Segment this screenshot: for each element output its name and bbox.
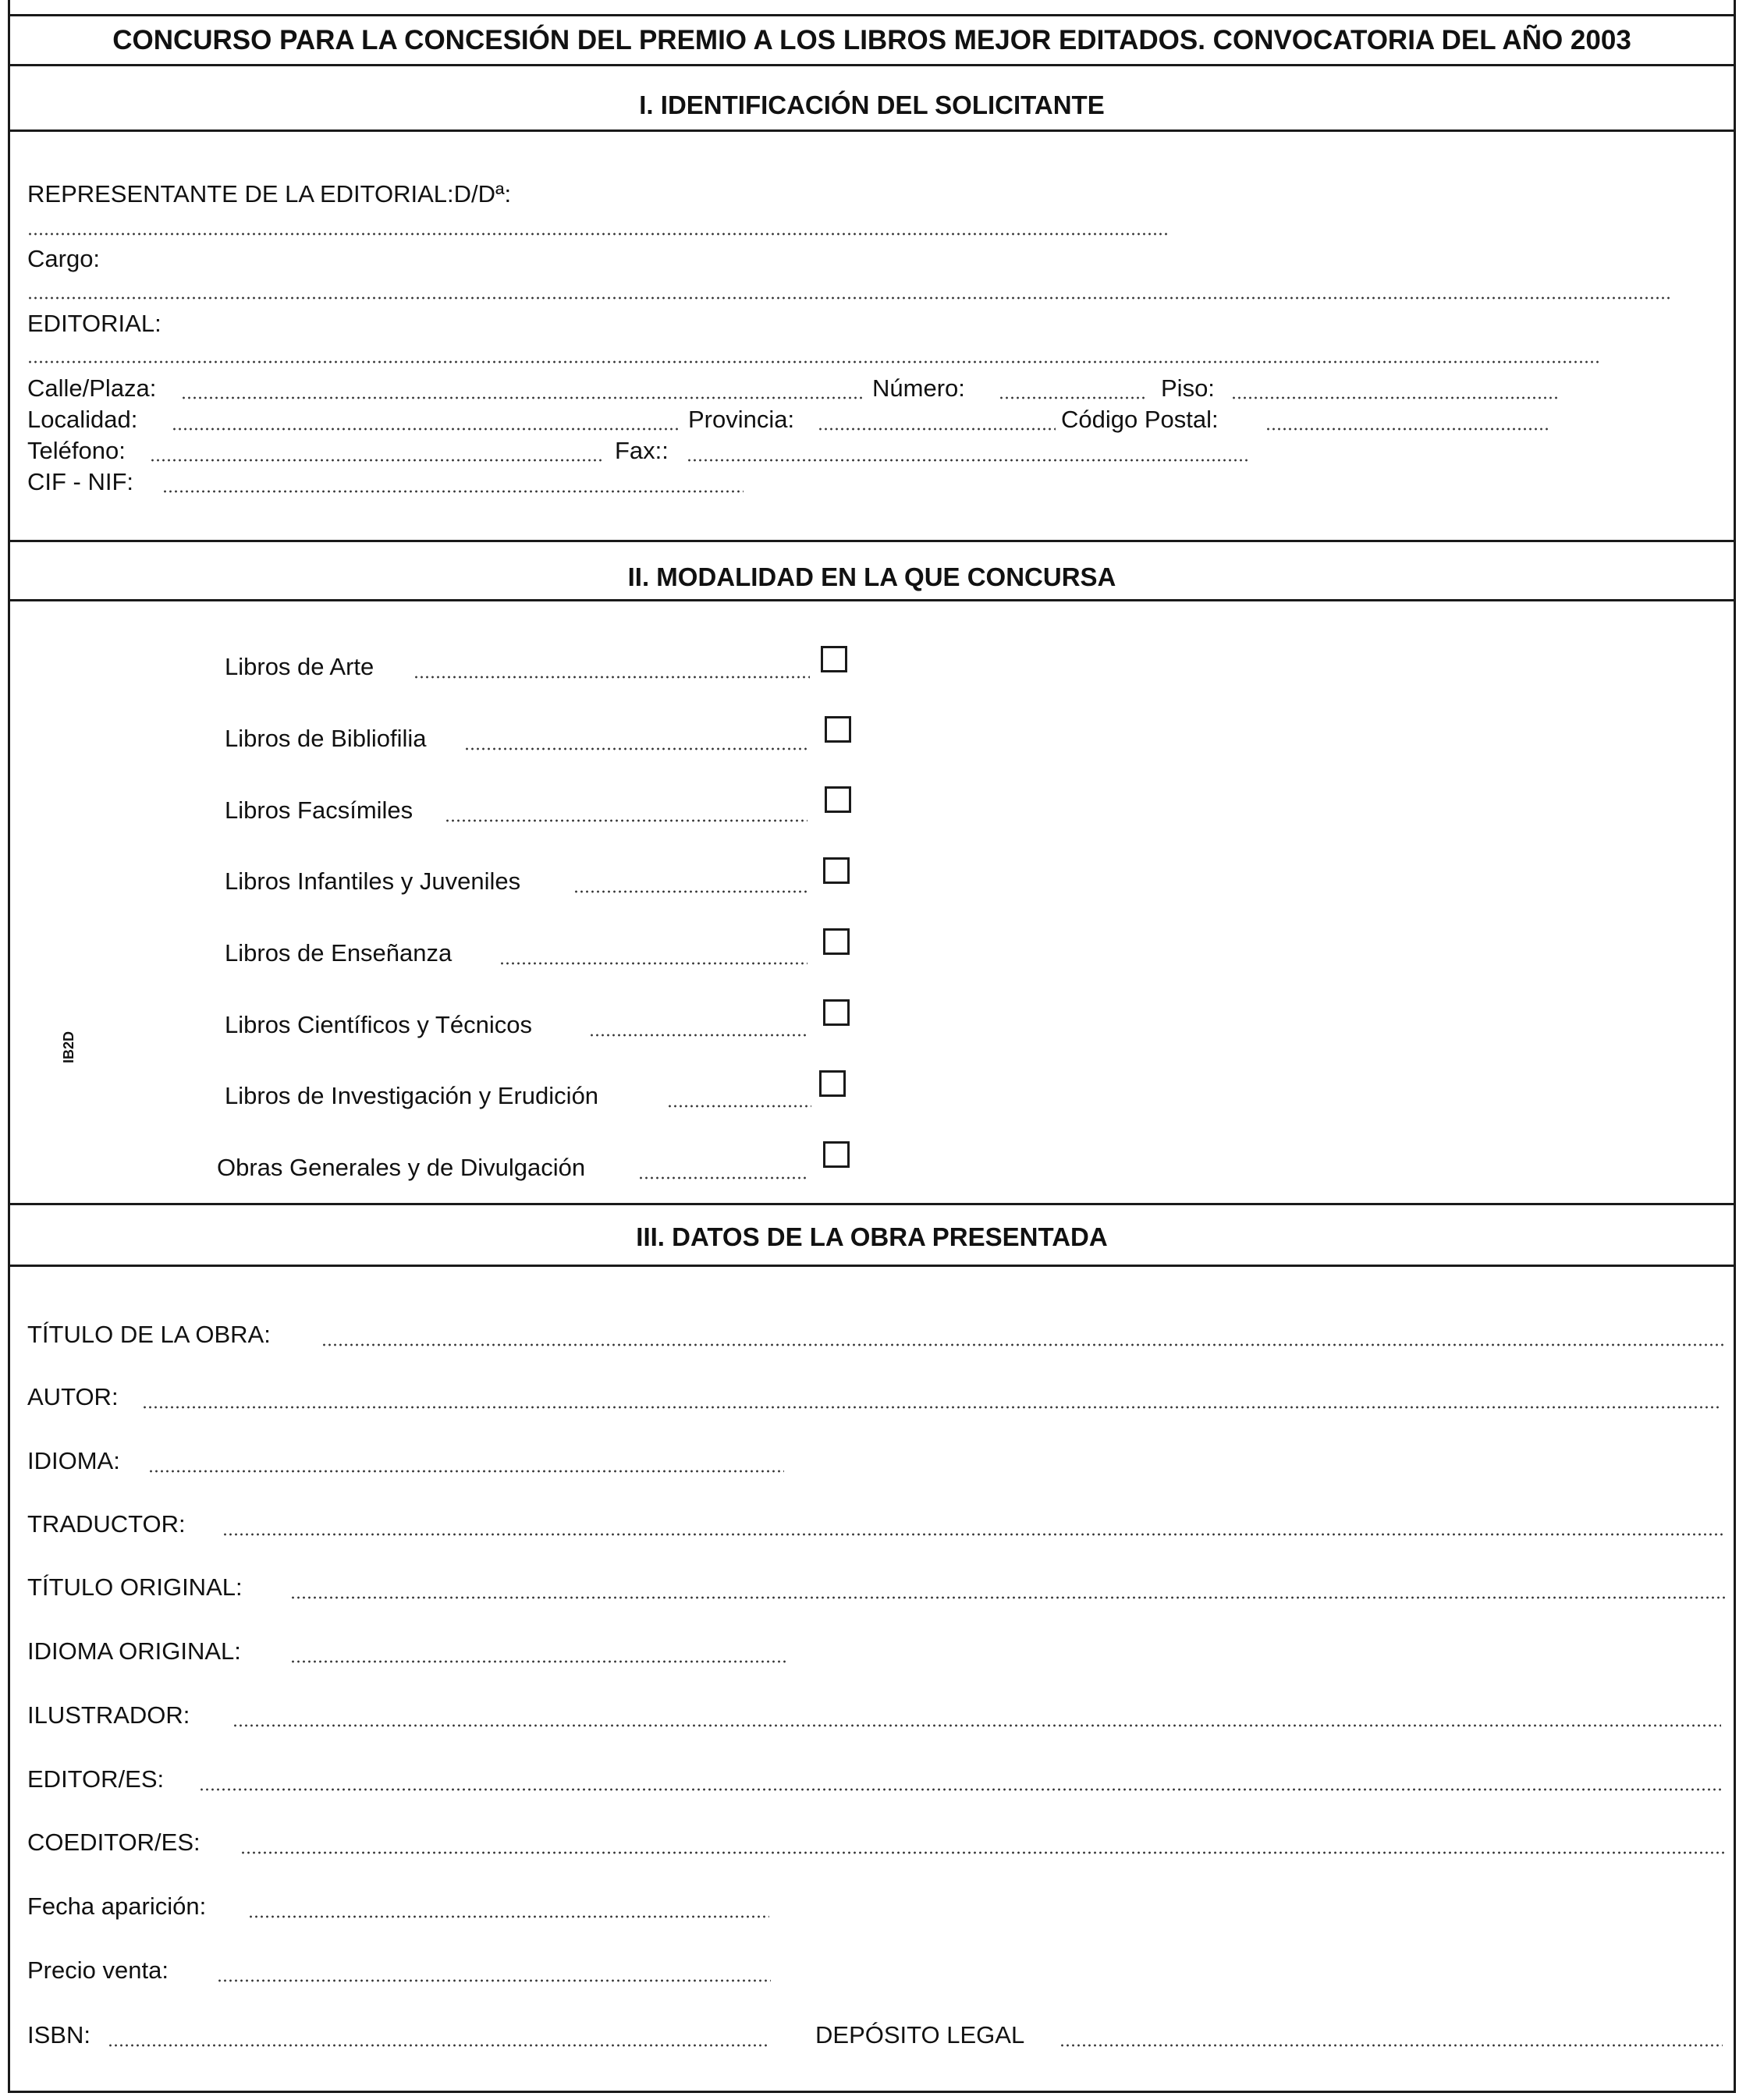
coeditor-field[interactable] <box>240 1851 1724 1854</box>
representante-field[interactable] <box>27 232 1170 236</box>
fax-field[interactable] <box>687 459 1248 462</box>
numero-field[interactable] <box>999 396 1147 399</box>
section2-heading: II. MODALIDAD EN LA QUE CONCURSA <box>627 562 1116 591</box>
option-label: Libros Infantiles y Juveniles <box>225 867 521 895</box>
option-leader <box>573 890 807 893</box>
fax-label: Fax:: <box>615 437 669 464</box>
titulo-label: TÍTULO DE LA OBRA: <box>27 1321 271 1348</box>
section3-heading: III. DATOS DE LA OBRA PRESENTADA <box>636 1222 1108 1251</box>
provincia-label: Provincia: <box>688 406 795 433</box>
form-title: CONCURSO PARA LA CONCESIÓN DEL PREMIO A LOS LIBROS MEJOR EDITADOS. CONVOCATORIA DEL AÑO 2003 <box>112 25 1631 55</box>
frame-left <box>8 0 10 2092</box>
option-label: Libros de Arte <box>225 653 374 680</box>
isbn-label: ISBN: <box>27 2021 91 2049</box>
section1-heading: I. IDENTIFICACIÓN DEL SOLICITANTE <box>639 90 1105 119</box>
option-leader <box>499 962 807 965</box>
option-checkbox-infantiles[interactable] <box>823 857 850 884</box>
rule-sec3-top <box>8 1203 1736 1205</box>
editor-label: EDITOR/ES: <box>27 1765 165 1793</box>
provincia-field[interactable] <box>818 427 1056 431</box>
rule-bottom <box>8 2091 1736 2093</box>
codigo-postal-label: Código Postal: <box>1061 406 1219 433</box>
traductor-label: TRADUCTOR: <box>27 1510 186 1538</box>
telefono-label: Teléfono: <box>27 437 126 464</box>
numero-label: Número: <box>872 374 965 402</box>
option-label: Libros de Investigación y Erudición <box>225 1082 599 1109</box>
titulo-original-field[interactable] <box>290 1596 1726 1599</box>
option-checkbox-arte[interactable] <box>821 646 847 672</box>
frame-right <box>1734 0 1736 2092</box>
rule-sec2-top <box>8 540 1736 542</box>
rule-sec1-bottom <box>8 129 1736 132</box>
idioma-label: IDIOMA: <box>27 1447 120 1474</box>
cif-field[interactable] <box>162 490 744 493</box>
editorial-label: EDITORIAL: <box>27 310 161 337</box>
option-label: Obras Generales y de Divulgación <box>217 1154 586 1181</box>
cargo-label: Cargo: <box>27 245 101 272</box>
rule-sec3-bottom <box>8 1265 1736 1267</box>
editorial-field[interactable] <box>27 360 1599 364</box>
precio-label: Precio venta: <box>27 1956 169 1984</box>
option-leader <box>464 747 807 750</box>
option-leader <box>445 819 807 822</box>
option-label: Libros de Enseñanza <box>225 939 453 967</box>
option-label: Libros de Bibliofilia <box>225 725 427 752</box>
ilustrador-field[interactable] <box>232 1724 1721 1727</box>
cargo-field[interactable] <box>27 296 1670 300</box>
option-leader <box>589 1034 807 1037</box>
option-label: Libros Facsímiles <box>225 796 413 824</box>
fecha-label: Fecha aparición: <box>27 1892 207 1920</box>
option-checkbox-investigacion[interactable] <box>819 1070 846 1097</box>
fecha-field[interactable] <box>248 1915 769 1918</box>
option-checkbox-facsimiles[interactable] <box>825 786 851 813</box>
telefono-field[interactable] <box>150 459 602 462</box>
representante-label: REPRESENTANTE DE LA EDITORIAL:D/Dª: <box>27 180 512 208</box>
option-checkbox-ensenanza[interactable] <box>823 928 850 955</box>
editor-field[interactable] <box>199 1788 1723 1791</box>
precio-field[interactable] <box>217 1979 771 1982</box>
piso-label: Piso: <box>1161 374 1215 402</box>
coeditor-label: COEDITOR/ES: <box>27 1829 201 1856</box>
option-checkbox-bibliofilia[interactable] <box>825 716 851 743</box>
localidad-label: Localidad: <box>27 406 138 433</box>
calle-field[interactable] <box>181 396 864 399</box>
option-leader <box>667 1105 811 1108</box>
option-checkbox-obras-generales[interactable] <box>823 1141 850 1168</box>
ilustrador-label: ILUSTRADOR: <box>27 1701 190 1729</box>
titulo-original-label: TÍTULO ORIGINAL: <box>27 1573 243 1601</box>
idioma-original-label: IDIOMA ORIGINAL: <box>27 1637 241 1665</box>
isbn-field[interactable] <box>108 2044 769 2047</box>
cif-label: CIF - NIF: <box>27 468 134 495</box>
deposito-field[interactable] <box>1059 2044 1723 2047</box>
localidad-field[interactable] <box>172 427 679 431</box>
piso-field[interactable] <box>1231 396 1559 399</box>
traductor-field[interactable] <box>222 1533 1724 1536</box>
side-code: IB2D <box>61 1030 76 1063</box>
option-leader <box>413 676 810 679</box>
autor-field[interactable] <box>142 1406 1722 1409</box>
option-label: Libros Científicos y Técnicos <box>225 1011 532 1038</box>
rule-title-bottom <box>8 64 1736 66</box>
deposito-label: DEPÓSITO LEGAL <box>815 2021 1025 2049</box>
option-checkbox-cientificos[interactable] <box>823 999 850 1026</box>
calle-label: Calle/Plaza: <box>27 374 157 402</box>
codigo-postal-field[interactable] <box>1265 427 1550 431</box>
titulo-field[interactable] <box>321 1343 1726 1346</box>
rule-top <box>8 14 1736 16</box>
autor-label: AUTOR: <box>27 1383 119 1410</box>
idioma-original-field[interactable] <box>290 1660 786 1663</box>
idioma-field[interactable] <box>148 1470 784 1473</box>
option-leader <box>638 1176 807 1179</box>
